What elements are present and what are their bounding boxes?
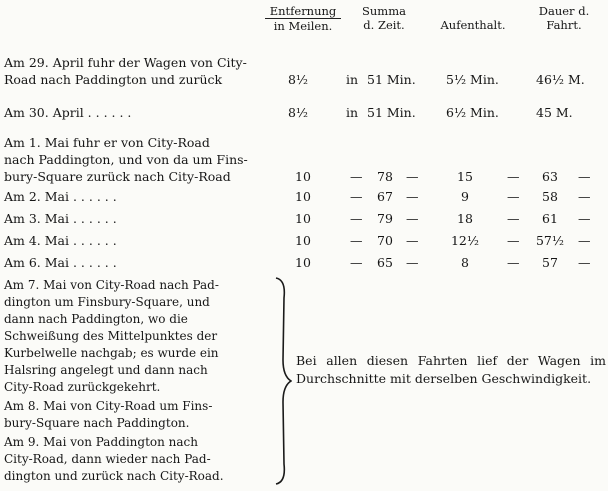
dash: — xyxy=(350,233,363,248)
entry-line: Am 7. Mai von City-Road nach Pad- xyxy=(4,278,219,292)
row-stop: 12½ xyxy=(450,233,480,248)
row-distance: 8½ xyxy=(287,105,309,120)
row-distance: 10 xyxy=(295,189,311,204)
header-total-time-line2: d. Zeit. xyxy=(363,18,405,32)
dash: — xyxy=(406,233,419,248)
header-stop xyxy=(432,18,514,32)
dash: — xyxy=(406,255,419,270)
dash: — xyxy=(350,169,363,184)
row-stop: 18 xyxy=(457,211,473,226)
header-total-time xyxy=(348,4,420,32)
header-stop-line1: Aufenthalt. xyxy=(440,18,506,32)
row-total-time: 65 xyxy=(377,255,393,270)
entry-line: dington und zurück nach City-Road. xyxy=(4,469,224,483)
row-label-line: Am 30. April . . . . . . xyxy=(4,105,132,120)
dash: — xyxy=(507,255,520,270)
row-total-time: 70 xyxy=(377,233,393,248)
row-duration: 45 M. xyxy=(536,105,573,120)
dash: — xyxy=(406,169,419,184)
dash: — xyxy=(406,189,419,204)
header-duration-line1: Dauer d. xyxy=(538,4,590,18)
row-duration: 57½ xyxy=(535,233,565,248)
header-distance-line2: in Meilen. xyxy=(273,19,333,33)
row-total-time: 67 xyxy=(377,189,393,204)
entry-line: City-Road, dann wieder nach Pad- xyxy=(4,452,211,466)
entry-line: Schweißung des Mittelpunktes der xyxy=(4,329,218,343)
entry-line: dington um Finsbury-Square, und xyxy=(4,295,210,309)
header-duration xyxy=(526,4,602,32)
row-duration: 61 xyxy=(542,211,558,226)
row-label-line: bury-Square zurück nach City-Road xyxy=(4,169,231,184)
dash: — xyxy=(578,255,591,270)
dash: — xyxy=(350,189,363,204)
entry-line: Halsring angelegt und dann nach xyxy=(4,363,208,377)
note-text: Bei allen diesen Fahrten lief der Wagen im Durchschnitte mit derselben Geschwindigkeit. xyxy=(296,353,606,386)
row-distance: 8½ xyxy=(287,72,309,87)
header-distance xyxy=(265,4,341,33)
dash: — xyxy=(578,233,591,248)
entry-line: City-Road zurückgekehrt. xyxy=(4,380,161,394)
curly-brace xyxy=(272,276,292,486)
row-prefix: in xyxy=(346,105,359,120)
row-label-line: Am 3. Mai . . . . . . xyxy=(4,211,117,226)
dash: — xyxy=(406,211,419,226)
row-distance: 10 xyxy=(295,211,311,226)
row-stop: 5½ Min. xyxy=(446,72,499,87)
dash: — xyxy=(507,211,520,226)
row-stop: 15 xyxy=(457,169,473,184)
dash: — xyxy=(578,189,591,204)
row-prefix: in xyxy=(346,72,359,87)
entry-line: dann nach Paddington, wo die xyxy=(4,312,188,326)
dash: — xyxy=(578,211,591,226)
row-total-time: 51 Min. xyxy=(367,105,416,120)
row-duration: 57 xyxy=(542,255,558,270)
row-label-line: Am 6. Mai . . . . . . xyxy=(4,255,117,270)
row-label-line: nach Paddington, und von da um Fins- xyxy=(4,152,248,167)
row-duration: 46½ M. xyxy=(536,72,585,87)
row-label-line: Am 1. Mai fuhr er von City-Road xyxy=(4,135,210,150)
row-duration: 63 xyxy=(542,169,558,184)
dash: — xyxy=(350,255,363,270)
dash: — xyxy=(350,211,363,226)
entry-line: Kurbelwelle nachgab; es wurde ein xyxy=(4,346,219,360)
row-total-time: 79 xyxy=(377,211,393,226)
header-duration-line2: Fahrt. xyxy=(546,18,582,32)
row-label-line: Road nach Paddington und zurück xyxy=(4,72,223,87)
row-label-line: Am 4. Mai . . . . . . xyxy=(4,233,117,248)
entry-line: Am 9. Mai von Paddington nach xyxy=(4,435,198,449)
row-stop: 9 xyxy=(461,189,469,204)
entry-line: bury-Square nach Paddington. xyxy=(4,416,190,430)
header-distance-line1: Entfernung xyxy=(265,4,341,19)
row-stop: 8 xyxy=(461,255,469,270)
row-label-line: Am 29. April fuhr der Wagen von City- xyxy=(4,55,247,70)
row-stop: 6½ Min. xyxy=(446,105,499,120)
row-distance: 10 xyxy=(295,233,311,248)
dash: — xyxy=(507,169,520,184)
row-distance: 10 xyxy=(295,169,311,184)
header-total-time-line1: Summa xyxy=(362,4,406,18)
dash: — xyxy=(507,233,520,248)
entry-line: Am 8. Mai von City-Road um Fins- xyxy=(4,399,213,413)
row-distance: 10 xyxy=(295,255,311,270)
row-duration: 58 xyxy=(542,189,558,204)
dash: — xyxy=(578,169,591,184)
row-total-time: 78 xyxy=(377,169,393,184)
row-label-line: Am 2. Mai . . . . . . xyxy=(4,189,117,204)
row-total-time: 51 Min. xyxy=(367,72,416,87)
dash: — xyxy=(507,189,520,204)
